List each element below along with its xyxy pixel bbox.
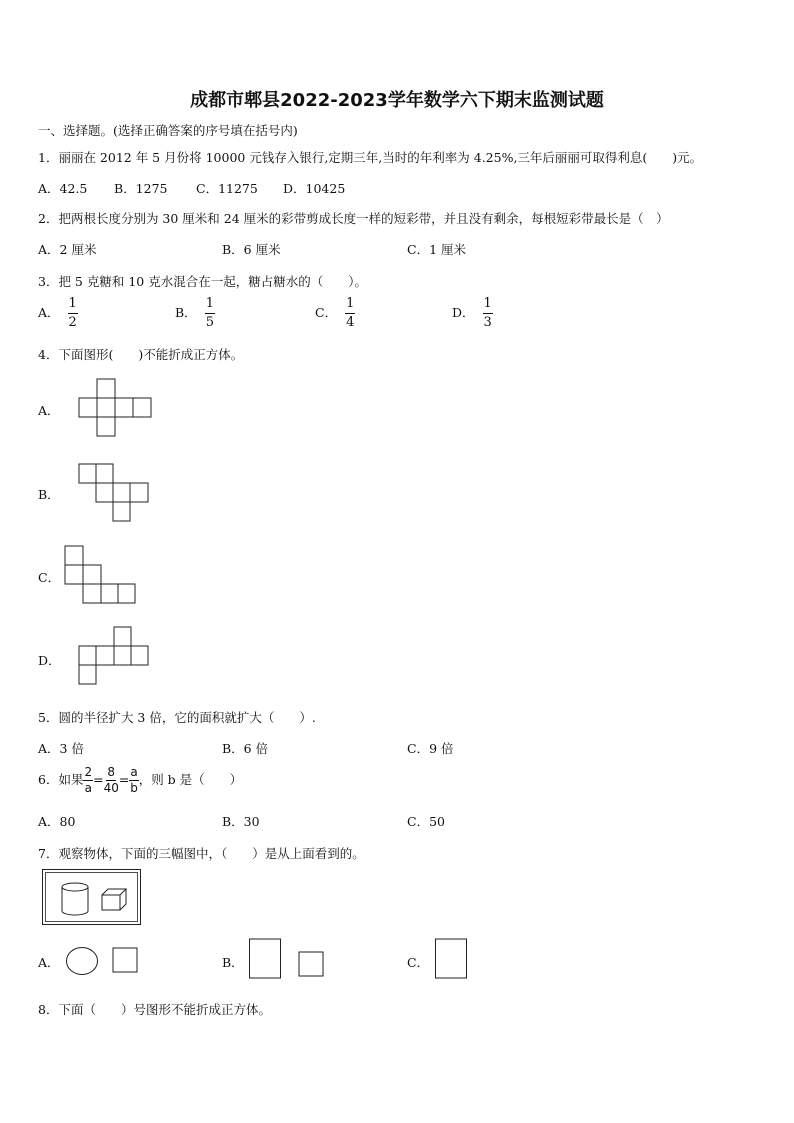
q4-net-d-figure [79,627,151,685]
q1-option-a[interactable]: A．42.5 [38,181,88,196]
q4-net-b-figure [79,464,151,522]
numerator: 8 [107,765,116,779]
q1-option-d[interactable]: D．10425 [283,181,346,196]
q6-option-c[interactable]: C．50 [407,814,445,829]
q7-option-a-figure [66,946,140,976]
denominator: 2 [68,315,77,330]
q4-option-b[interactable]: B． [38,487,60,502]
question-2-text: 2．把两根长度分别为 30 厘米和 24 厘米的彩带剪成长度一样的短彩带，并且没有剩余，每根短彩带最长是（ ） [38,211,669,226]
cylinder-icon [62,883,88,915]
denominator: 4 [346,315,355,330]
q7-option-c-figure [435,938,471,980]
q7-objects-figure [42,869,142,925]
section-heading: 一、选择题。(选择正确答案的序号填在括号内) [38,123,298,138]
denominator: 5 [205,315,214,330]
q3-option-c-label: C． [315,305,338,320]
q2-option-c[interactable]: C．1 厘米 [407,242,466,257]
q4-net-a-figure [79,379,151,437]
numerator: 1 [345,297,355,314]
q6-fraction-3 [129,766,138,795]
q5-option-a[interactable]: A．3 倍 [38,741,84,756]
q3-option-d-fraction [483,297,493,330]
numerator: 1 [483,297,493,314]
q3-option-d-label: D． [452,305,475,320]
q3-option-a-label: A． [38,305,60,320]
square-icon [299,952,323,976]
numerator: a [130,765,138,779]
q2-option-b[interactable]: B．6 厘米 [222,242,281,257]
question-3-text: 3．把 5 克糖和 10 克水混合在一起，糖占糖水的（ ）。 [38,274,367,289]
q3-option-a-fraction [68,297,78,330]
denominator: b [130,781,138,795]
tall-rectangle-icon [250,939,281,978]
q6-fraction-2 [104,766,119,795]
q4-net-c-figure [65,546,137,604]
denominator: 40 [103,781,119,795]
question-1-text: 1．丽丽在 2012 年 5 月份将 10000 元钱存入银行,定期三年,当时的年利率为 4.25%,三年后丽丽可取得利息( )元。 [38,150,703,165]
q4-option-a[interactable]: A． [38,403,60,418]
numerator: 1 [68,297,78,314]
q6-prefix: 6．如果 [38,772,84,787]
numerator: 2 [84,765,93,779]
denominator: 3 [483,315,492,330]
q6-equals-1: = [93,772,104,787]
q3-option-d[interactable] [452,297,493,330]
q7-option-c[interactable]: C． [407,955,430,970]
numerator: 1 [205,297,215,314]
question-6-text [38,766,242,795]
q3-option-b-fraction [205,297,215,330]
q3-option-a[interactable] [38,297,78,330]
question-5-text: 5．圆的半径扩大 3 倍，它的面积就扩大（ ）. [38,710,316,725]
q6-fraction-1 [83,766,93,795]
q5-option-b[interactable]: B．6 倍 [222,741,269,756]
square-icon [113,948,137,972]
q7-option-b[interactable]: B． [222,955,244,970]
q4-option-d[interactable]: D． [38,653,61,668]
q1-option-c[interactable]: C．11275 [196,181,258,196]
question-4-text: 4．下面图形( )不能折成正方体。 [38,347,244,362]
q6-equals-2: = [118,772,130,787]
q1-option-b[interactable]: B．1275 [114,181,168,196]
q3-option-c[interactable] [315,297,355,330]
q7-option-a[interactable]: A． [38,955,60,970]
question-8-text: 8．下面（ ）号图形不能折成正方体。 [38,1002,271,1017]
q3-option-c-fraction [345,297,355,330]
q3-option-b-label: B． [175,305,197,320]
denominator: a [84,781,92,795]
q5-option-c[interactable]: C．9 倍 [407,741,454,756]
q7-option-b-figure [249,938,329,980]
page-title: 成都市郫县2022-2023学年数学六下期末监测试题 [190,90,604,111]
circle-icon [67,948,98,975]
question-7-text: 7．观察物体，下面的三幅图中，（ ）是从上面看到的。 [38,846,365,861]
cube-icon [102,889,126,910]
q3-option-b[interactable] [175,297,215,330]
q2-option-a[interactable]: A．2 厘米 [38,242,97,257]
q6-option-b[interactable]: B．30 [222,814,260,829]
tall-rectangle-icon [436,939,467,978]
q6-suffix: ，则 b 是（ ） [138,772,243,787]
q6-option-a[interactable]: A．80 [38,814,76,829]
q4-option-c[interactable]: C． [38,570,61,585]
